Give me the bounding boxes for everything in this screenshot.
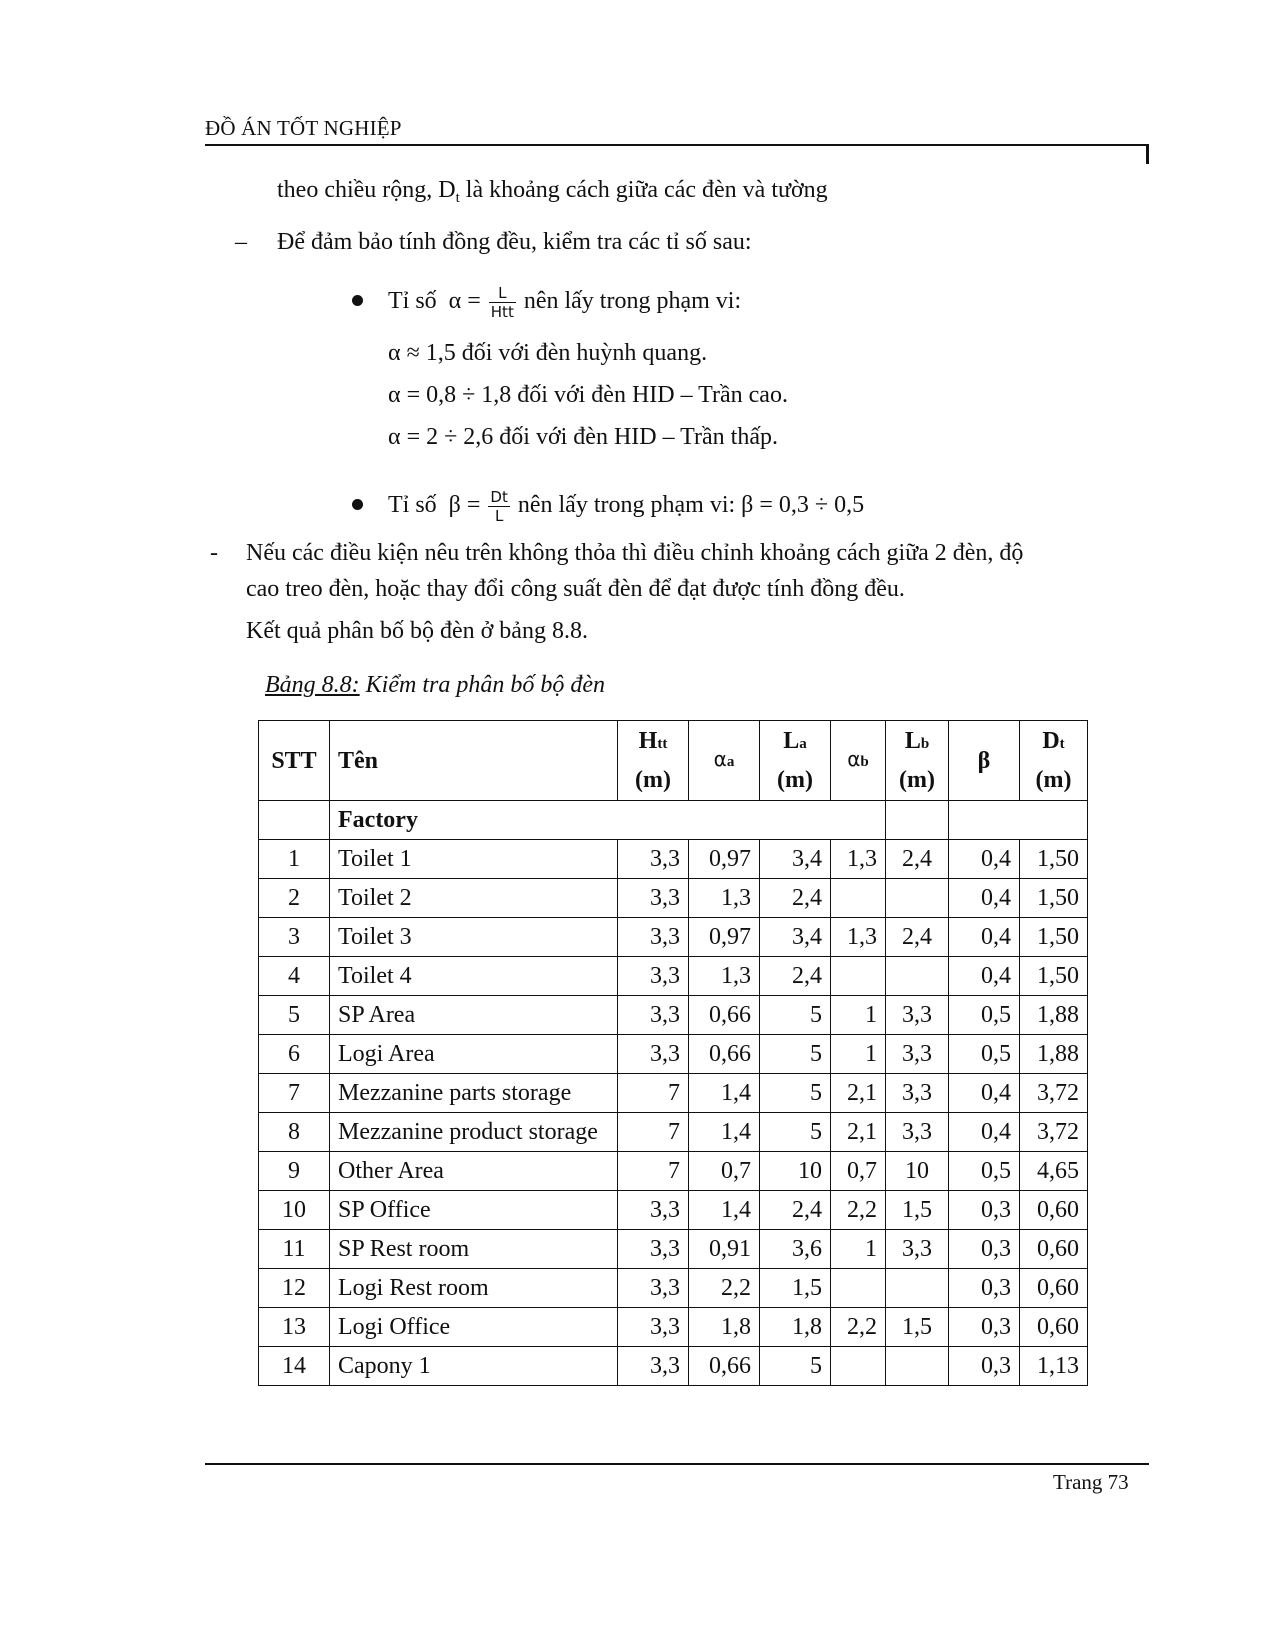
cell-alpha-a: 0,97	[689, 918, 760, 957]
cell-dt: 0,60	[1020, 1191, 1088, 1230]
uniformity-check-intro: Để đảm bảo tính đồng đều, kiểm tra các tỉ số sau:	[277, 229, 752, 255]
cell-stt: 14	[259, 1347, 330, 1386]
beta-equals: β =	[448, 492, 481, 519]
table-row	[259, 1113, 1088, 1152]
cell-dt: 3,72	[1020, 1074, 1088, 1113]
cell-beta: 0,3	[949, 1269, 1020, 1308]
cell-lb: 3,3	[886, 1074, 949, 1113]
table-row	[259, 918, 1088, 957]
cell-stt: 6	[259, 1035, 330, 1074]
cell-htt: 3,3	[618, 1230, 689, 1269]
cell-la: 5	[760, 1035, 831, 1074]
cell-beta: 0,4	[949, 840, 1020, 879]
header-stt: STT	[259, 721, 330, 801]
cell-alpha-b: 2,2	[831, 1191, 886, 1230]
dash-marker-2: -	[210, 540, 218, 566]
cell-la: 3,4	[760, 840, 831, 879]
cell-ten: Logi Office	[330, 1308, 618, 1347]
cell-stt: 1	[259, 840, 330, 879]
cell-alpha-b	[831, 1347, 886, 1386]
cell-lb: 2,4	[886, 918, 949, 957]
group-stt-cell	[259, 801, 330, 840]
cell-ten: Mezzanine product storage	[330, 1113, 618, 1152]
cell-alpha-b: 1	[831, 1035, 886, 1074]
cell-lb	[886, 957, 949, 996]
cell-dt: 1,88	[1020, 996, 1088, 1035]
cell-ten: Mezzanine parts storage	[330, 1074, 618, 1113]
cell-ten: Toilet 4	[330, 957, 618, 996]
cell-alpha-a: 0,66	[689, 996, 760, 1035]
document-header-title: ĐỒ ÁN TỐT NGHIỆP	[205, 116, 402, 140]
cell-htt: 7	[618, 1113, 689, 1152]
cell-alpha-a: 0,7	[689, 1152, 760, 1191]
header-dt: Dt (m)	[1020, 721, 1088, 801]
cell-htt: 3,3	[618, 1308, 689, 1347]
page-number: Trang 73	[1053, 1470, 1129, 1494]
table-row	[259, 1308, 1088, 1347]
header-lb: Lb (m)	[886, 721, 949, 801]
cell-dt: 1,50	[1020, 840, 1088, 879]
adjust-paragraph-line-2: cao treo đèn, hoặc thay đổi công suất đèn để đạt được tính đồng đều.	[246, 576, 905, 602]
cell-alpha-b	[831, 957, 886, 996]
cell-beta: 0,3	[949, 1191, 1020, 1230]
header-alpha-a: αa	[689, 721, 760, 801]
cell-dt: 1,88	[1020, 1035, 1088, 1074]
cell-beta: 0,3	[949, 1347, 1020, 1386]
cell-ten: Toilet 2	[330, 879, 618, 918]
cell-lb: 1,5	[886, 1308, 949, 1347]
cell-alpha-b: 1	[831, 1230, 886, 1269]
header-ten: Tên	[330, 721, 618, 801]
cell-stt: 8	[259, 1113, 330, 1152]
header-alpha-b: αb	[831, 721, 886, 801]
alpha-fraction: $\frac{L}{\text{Htt}}$	[490, 284, 514, 321]
table-row	[259, 1074, 1088, 1113]
cell-stt: 11	[259, 1230, 330, 1269]
footer-rule	[205, 1463, 1149, 1465]
cell-dt: 1,13	[1020, 1347, 1088, 1386]
cell-beta: 0,3	[949, 1308, 1020, 1347]
cell-alpha-a: 1,8	[689, 1308, 760, 1347]
cell-alpha-b: 2,2	[831, 1308, 886, 1347]
cell-htt: 3,3	[618, 840, 689, 879]
cell-la: 3,4	[760, 918, 831, 957]
header-la: La (m)	[760, 721, 831, 801]
alpha-case-3: α = 2 ÷ 2,6 đối với đèn HID – Trần thấp.	[388, 424, 778, 450]
cell-alpha-a: 1,3	[689, 957, 760, 996]
header-rule	[205, 144, 1149, 146]
cell-ten: SP Area	[330, 996, 618, 1035]
cell-htt: 3,3	[618, 1347, 689, 1386]
cell-la: 5	[760, 1074, 831, 1113]
cell-la: 2,4	[760, 957, 831, 996]
cell-ten: Capony 1	[330, 1347, 618, 1386]
cell-beta: 0,4	[949, 879, 1020, 918]
cell-alpha-b: 1,3	[831, 918, 886, 957]
cell-la: 2,4	[760, 879, 831, 918]
cell-htt: 3,3	[618, 1269, 689, 1308]
cell-stt: 10	[259, 1191, 330, 1230]
cell-beta: 0,5	[949, 996, 1020, 1035]
cell-alpha-a: 0,97	[689, 840, 760, 879]
table-row	[259, 840, 1088, 879]
table-row	[259, 1191, 1088, 1230]
cell-dt: 1,50	[1020, 879, 1088, 918]
cell-dt: 1,50	[1020, 918, 1088, 957]
alpha-case-1: α ≈ 1,5 đối với đèn huỳnh quang.	[388, 340, 708, 366]
table-row	[259, 1347, 1088, 1386]
cell-lb	[886, 879, 949, 918]
group-empty-lb	[886, 801, 949, 840]
cell-lb: 3,3	[886, 1035, 949, 1074]
cell-htt: 3,3	[618, 879, 689, 918]
cell-lb: 2,4	[886, 840, 949, 879]
cell-lb: 3,3	[886, 1230, 949, 1269]
cell-alpha-a: 1,4	[689, 1074, 760, 1113]
cell-stt: 9	[259, 1152, 330, 1191]
cell-alpha-a: 2,2	[689, 1269, 760, 1308]
cell-alpha-b	[831, 879, 886, 918]
cell-beta: 0,4	[949, 1074, 1020, 1113]
beta-ratio-line: Tỉ số β = $\frac{Dt}{L}$ nên lấy trong phạm vi: β = 0,3 ÷ 0,5	[388, 488, 865, 525]
result-reference-line: Kết quả phân bố bộ đèn ở bảng 8.8.	[246, 618, 588, 644]
table-row	[259, 996, 1088, 1035]
cell-dt: 1,50	[1020, 957, 1088, 996]
header-rule-tick	[1146, 144, 1149, 164]
cell-htt: 3,3	[618, 957, 689, 996]
cell-lb: 10	[886, 1152, 949, 1191]
cell-stt: 5	[259, 996, 330, 1035]
cell-alpha-a: 1,4	[689, 1113, 760, 1152]
cell-ten: Logi Rest room	[330, 1269, 618, 1308]
lamp-distribution-table	[258, 720, 1088, 1386]
cell-beta: 0,4	[949, 1113, 1020, 1152]
cell-beta: 0,3	[949, 1230, 1020, 1269]
cell-stt: 12	[259, 1269, 330, 1308]
cell-ten: Other Area	[330, 1152, 618, 1191]
table-row	[259, 879, 1088, 918]
cell-lb	[886, 1269, 949, 1308]
cell-lb	[886, 1347, 949, 1386]
cell-la: 5	[760, 1347, 831, 1386]
cell-alpha-b: 2,1	[831, 1113, 886, 1152]
bullet-beta	[352, 499, 363, 510]
cell-dt: 0,60	[1020, 1269, 1088, 1308]
cell-la: 3,6	[760, 1230, 831, 1269]
cell-dt: 3,72	[1020, 1113, 1088, 1152]
table-row	[259, 1269, 1088, 1308]
cell-stt: 13	[259, 1308, 330, 1347]
cell-alpha-b: 0,7	[831, 1152, 886, 1191]
alpha-equals: α =	[448, 288, 481, 315]
table-row	[259, 1152, 1088, 1191]
cell-htt: 3,3	[618, 918, 689, 957]
cell-stt: 3	[259, 918, 330, 957]
group-empty-tail	[949, 801, 1088, 840]
dash-marker-1: –	[235, 229, 247, 255]
cell-htt: 7	[618, 1074, 689, 1113]
table-row	[259, 1230, 1088, 1269]
cell-beta: 0,5	[949, 1152, 1020, 1191]
beta-fraction: $\frac{Dt}{L}$	[490, 488, 508, 525]
cell-la: 10	[760, 1152, 831, 1191]
cell-htt: 7	[618, 1152, 689, 1191]
cell-stt: 2	[259, 879, 330, 918]
cell-htt: 3,3	[618, 1035, 689, 1074]
table-row	[259, 957, 1088, 996]
cell-stt: 4	[259, 957, 330, 996]
cell-alpha-b: 1	[831, 996, 886, 1035]
cell-dt: 0,60	[1020, 1308, 1088, 1347]
cell-alpha-a: 1,4	[689, 1191, 760, 1230]
cell-la: 5	[760, 996, 831, 1035]
cell-dt: 4,65	[1020, 1152, 1088, 1191]
cell-htt: 3,3	[618, 996, 689, 1035]
cell-alpha-b: 2,1	[831, 1074, 886, 1113]
cell-alpha-a: 0,66	[689, 1035, 760, 1074]
group-label: Factory	[330, 801, 886, 840]
adjust-paragraph-line-1: Nếu các điều kiện nêu trên không thỏa thì điều chỉnh khoảng cách giữa 2 đèn, độ	[246, 540, 1024, 566]
cell-alpha-a: 0,66	[689, 1347, 760, 1386]
header-beta: β	[949, 721, 1020, 801]
alpha-ratio-line: Tỉ số α = $\frac{L}{\text{Htt}}$ nên lấy trong phạm vi:	[388, 284, 742, 321]
cell-ten: SP Office	[330, 1191, 618, 1230]
cell-ten: Logi Area	[330, 1035, 618, 1074]
cell-la: 1,5	[760, 1269, 831, 1308]
cell-alpha-a: 1,3	[689, 879, 760, 918]
cell-beta: 0,4	[949, 918, 1020, 957]
cell-la: 1,8	[760, 1308, 831, 1347]
table-row	[259, 1035, 1088, 1074]
cell-lb: 3,3	[886, 996, 949, 1035]
cell-ten: Toilet 3	[330, 918, 618, 957]
table-group-row	[259, 801, 1088, 840]
cell-beta: 0,4	[949, 957, 1020, 996]
cell-lb: 3,3	[886, 1113, 949, 1152]
table-header-row	[259, 721, 1088, 801]
header-htt: Htt (m)	[618, 721, 689, 801]
cell-lb: 1,5	[886, 1191, 949, 1230]
cell-la: 5	[760, 1113, 831, 1152]
cell-ten: SP Rest room	[330, 1230, 618, 1269]
cell-ten: Toilet 1	[330, 840, 618, 879]
cell-dt: 0,60	[1020, 1230, 1088, 1269]
cell-alpha-b	[831, 1269, 886, 1308]
line-width-definition: theo chiều rộng, $D_t$ là khoảng cách giữa các đèn và tường	[277, 177, 828, 206]
table-caption: Bảng 8.8: Kiểm tra phân bố bộ đèn	[265, 672, 605, 698]
cell-htt: 3,3	[618, 1191, 689, 1230]
cell-beta: 0,5	[949, 1035, 1020, 1074]
cell-stt: 7	[259, 1074, 330, 1113]
bullet-alpha	[352, 295, 363, 306]
alpha-case-2: α = 0,8 ÷ 1,8 đối với đèn HID – Trần cao.	[388, 382, 788, 408]
cell-alpha-a: 0,91	[689, 1230, 760, 1269]
cell-la: 2,4	[760, 1191, 831, 1230]
cell-alpha-b: 1,3	[831, 840, 886, 879]
